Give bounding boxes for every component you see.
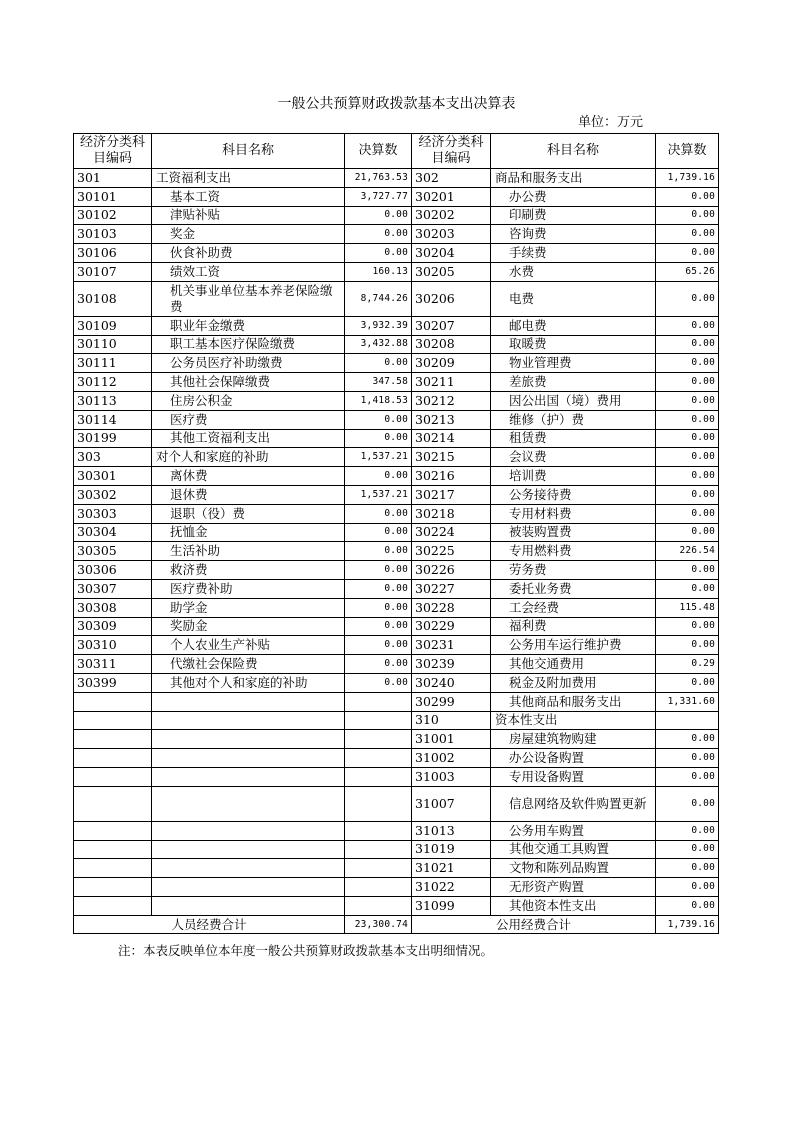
footnote: 注：本表反映单位本年度一般公共预算财政拨款基本支出明细情况。	[118, 943, 494, 958]
right-name-cell: 会议费	[491, 448, 656, 467]
right-name-cell: 办公费	[491, 187, 656, 206]
left-amount-cell	[345, 692, 412, 711]
left-code-cell	[74, 859, 152, 878]
right-amount-cell: 0.00	[656, 335, 719, 354]
table-row	[74, 655, 719, 674]
public-total-amount: 1,739.16	[656, 915, 719, 934]
right-name-cell: 维修（护）费	[491, 410, 656, 429]
table-row	[74, 391, 719, 410]
left-amount-cell: 3,727.77	[345, 187, 412, 206]
left-amount-cell	[345, 878, 412, 897]
right-amount-cell: 0.00	[656, 206, 719, 225]
right-code-cell: 30228	[412, 598, 491, 617]
left-amount-cell: 0.00	[345, 467, 412, 486]
table-row	[74, 448, 719, 467]
right-name-cell: 其他交通工具购置	[491, 840, 656, 859]
right-code-cell: 31021	[412, 859, 491, 878]
left-amount-cell: 0.00	[345, 244, 412, 263]
left-code-cell: 30108	[74, 281, 152, 316]
table-row	[74, 485, 719, 504]
right-amount-cell: 0.00	[656, 316, 719, 335]
right-amount-cell: 0.00	[656, 617, 719, 636]
right-name-cell: 信息网络及软件购置更新	[491, 786, 656, 821]
left-name-cell: 住房公积金	[152, 391, 345, 410]
right-amount-cell: 0.00	[656, 244, 719, 263]
left-code-cell: 30113	[74, 391, 152, 410]
right-code-cell: 30213	[412, 410, 491, 429]
right-code-cell: 30212	[412, 391, 491, 410]
table-row	[74, 617, 719, 636]
table-row	[74, 673, 719, 692]
left-amount-cell: 1,537.21	[345, 448, 412, 467]
left-code-cell	[74, 749, 152, 768]
right-name-cell: 电费	[491, 281, 656, 316]
right-amount-cell: 0.00	[656, 467, 719, 486]
right-name-cell: 房屋建筑物购建	[491, 730, 656, 749]
left-name-cell: 生活补助	[152, 542, 345, 561]
left-code-cell: 30307	[74, 579, 152, 598]
right-code-cell: 30239	[412, 655, 491, 674]
right-amount-cell: 0.00	[656, 448, 719, 467]
personnel-total-label: 人员经费合计	[74, 915, 345, 934]
table-row	[74, 561, 719, 580]
left-name-cell: 抚恤金	[152, 523, 345, 542]
right-name-cell: 邮电费	[491, 316, 656, 335]
left-amount-cell	[345, 730, 412, 749]
table-row	[74, 429, 719, 448]
left-amount-cell	[345, 749, 412, 768]
right-code-cell: 30205	[412, 262, 491, 281]
left-amount-cell: 0.00	[345, 655, 412, 674]
right-amount-cell: 0.00	[656, 730, 719, 749]
right-code-cell: 30227	[412, 579, 491, 598]
right-name-cell: 差旅费	[491, 373, 656, 392]
table-row	[74, 467, 719, 486]
right-name-cell: 专用材料费	[491, 504, 656, 523]
right-amount-cell: 0.00	[656, 187, 719, 206]
right-code-cell: 30207	[412, 316, 491, 335]
left-code-cell	[74, 730, 152, 749]
left-name-cell: 伙食补助费	[152, 244, 345, 263]
right-amount-cell: 0.00	[656, 410, 719, 429]
right-amount-cell: 0.00	[656, 281, 719, 316]
right-name-cell: 无形资产购置	[491, 878, 656, 897]
right-code-cell: 31019	[412, 840, 491, 859]
table-row	[74, 636, 719, 655]
left-name-cell	[152, 840, 345, 859]
left-code-cell: 30111	[74, 354, 152, 373]
header-amount: 决算数	[656, 134, 719, 169]
left-code-cell: 30301	[74, 467, 152, 486]
left-name-cell	[152, 749, 345, 768]
left-code-cell	[74, 878, 152, 897]
left-amount-cell: 0.00	[345, 429, 412, 448]
left-code-cell	[74, 840, 152, 859]
table-row	[74, 840, 719, 859]
right-name-cell: 公务用车运行维护费	[491, 636, 656, 655]
right-amount-cell: 1,331.60	[656, 692, 719, 711]
left-name-cell: 对个人和家庭的补助	[152, 448, 345, 467]
table-row	[74, 244, 719, 263]
left-amount-cell	[345, 896, 412, 915]
table-row	[74, 206, 719, 225]
left-amount-cell: 0.00	[345, 225, 412, 244]
right-code-cell: 30209	[412, 354, 491, 373]
right-amount-cell: 0.00	[656, 373, 719, 392]
public-total-label: 公用经费合计	[412, 915, 656, 934]
right-amount-cell: 0.00	[656, 354, 719, 373]
left-amount-cell: 0.00	[345, 354, 412, 373]
right-code-cell: 31002	[412, 749, 491, 768]
left-name-cell	[152, 896, 345, 915]
right-code-cell: 30229	[412, 617, 491, 636]
table-row	[74, 187, 719, 206]
right-name-cell: 因公出国（境）费用	[491, 391, 656, 410]
left-name-cell: 基本工资	[152, 187, 345, 206]
header-name: 科目名称	[491, 134, 656, 169]
right-name-cell: 手续费	[491, 244, 656, 263]
left-name-cell: 津贴补贴	[152, 206, 345, 225]
table-row	[74, 410, 719, 429]
right-code-cell: 31001	[412, 730, 491, 749]
table-row	[74, 767, 719, 786]
right-amount-cell: 65.26	[656, 262, 719, 281]
left-code-cell: 30303	[74, 504, 152, 523]
left-code-cell: 30110	[74, 335, 152, 354]
left-code-cell: 30306	[74, 561, 152, 580]
left-amount-cell: 0.00	[345, 504, 412, 523]
right-code-cell: 30231	[412, 636, 491, 655]
table-row	[74, 598, 719, 617]
left-name-cell: 其他对个人和家庭的补助	[152, 673, 345, 692]
right-amount-cell: 0.00	[656, 225, 719, 244]
left-amount-cell: 1,537.21	[345, 485, 412, 504]
left-code-cell	[74, 786, 152, 821]
right-code-cell: 30202	[412, 206, 491, 225]
right-name-cell: 工会经费	[491, 598, 656, 617]
right-amount-cell: 0.00	[656, 896, 719, 915]
table-row	[74, 262, 719, 281]
page-title: 一般公共预算财政拨款基本支出决算表	[277, 96, 516, 112]
totals-row	[74, 915, 719, 934]
right-name-cell: 专用燃料费	[491, 542, 656, 561]
table-row	[74, 225, 719, 244]
table-row	[74, 504, 719, 523]
right-amount-cell: 0.00	[656, 859, 719, 878]
table-row	[74, 711, 719, 730]
left-code-cell: 301	[74, 169, 152, 188]
left-amount-cell: 347.58	[345, 373, 412, 392]
table-row	[74, 354, 719, 373]
table-row	[74, 786, 719, 821]
left-amount-cell: 160.13	[345, 262, 412, 281]
left-amount-cell: 0.00	[345, 636, 412, 655]
left-code-cell: 30302	[74, 485, 152, 504]
right-code-cell: 30226	[412, 561, 491, 580]
left-name-cell	[152, 821, 345, 840]
header-code: 经济分类科目编码	[74, 134, 152, 169]
table-row	[74, 821, 719, 840]
right-amount-cell: 0.00	[656, 636, 719, 655]
left-name-cell: 离休费	[152, 467, 345, 486]
left-amount-cell: 8,744.26	[345, 281, 412, 316]
right-code-cell: 30208	[412, 335, 491, 354]
table-row	[74, 281, 719, 316]
right-amount-cell: 0.00	[656, 504, 719, 523]
left-code-cell: 30304	[74, 523, 152, 542]
right-amount-cell: 0.00	[656, 579, 719, 598]
right-name-cell: 培训费	[491, 467, 656, 486]
left-code-cell: 30309	[74, 617, 152, 636]
right-code-cell: 31022	[412, 878, 491, 897]
left-name-cell: 代缴社会保险费	[152, 655, 345, 674]
table-row	[74, 878, 719, 897]
right-amount-cell: 0.00	[656, 878, 719, 897]
left-amount-cell: 0.00	[345, 673, 412, 692]
left-amount-cell	[345, 711, 412, 730]
left-amount-cell: 21,763.53	[345, 169, 412, 188]
left-amount-cell	[345, 786, 412, 821]
left-amount-cell: 0.00	[345, 579, 412, 598]
right-code-cell: 30216	[412, 467, 491, 486]
right-name-cell: 专用设备购置	[491, 767, 656, 786]
left-code-cell	[74, 896, 152, 915]
left-name-cell: 工资福利支出	[152, 169, 345, 188]
left-code-cell: 30399	[74, 673, 152, 692]
left-amount-cell: 0.00	[345, 542, 412, 561]
left-amount-cell: 1,418.53	[345, 391, 412, 410]
left-name-cell	[152, 730, 345, 749]
table-row	[74, 335, 719, 354]
right-name-cell: 税金及附加费用	[491, 673, 656, 692]
left-name-cell	[152, 767, 345, 786]
right-code-cell: 30204	[412, 244, 491, 263]
left-name-cell: 职业年金缴费	[152, 316, 345, 335]
right-amount-cell: 0.00	[656, 821, 719, 840]
right-code-cell: 30215	[412, 448, 491, 467]
right-code-cell: 30217	[412, 485, 491, 504]
left-code-cell: 303	[74, 448, 152, 467]
right-code-cell: 310	[412, 711, 491, 730]
left-name-cell	[152, 859, 345, 878]
right-code-cell: 302	[412, 169, 491, 188]
right-code-cell: 31013	[412, 821, 491, 840]
right-amount-cell: 0.00	[656, 749, 719, 768]
right-amount-cell: 1,739.16	[656, 169, 719, 188]
header-code: 经济分类科目编码	[412, 134, 491, 169]
left-code-cell	[74, 821, 152, 840]
table-header-row	[74, 134, 719, 169]
left-amount-cell: 0.00	[345, 523, 412, 542]
left-amount-cell: 0.00	[345, 617, 412, 636]
left-name-cell: 医疗费补助	[152, 579, 345, 598]
right-amount-cell: 0.00	[656, 673, 719, 692]
left-name-cell: 退休费	[152, 485, 345, 504]
left-name-cell: 救济费	[152, 561, 345, 580]
right-name-cell: 委托业务费	[491, 579, 656, 598]
right-name-cell: 办公设备购置	[491, 749, 656, 768]
right-code-cell: 30240	[412, 673, 491, 692]
right-amount-cell	[656, 711, 719, 730]
left-name-cell	[152, 878, 345, 897]
left-code-cell: 30102	[74, 206, 152, 225]
table-row	[74, 542, 719, 561]
left-name-cell: 个人农业生产补贴	[152, 636, 345, 655]
table-row	[74, 896, 719, 915]
right-name-cell: 水费	[491, 262, 656, 281]
table-row	[74, 730, 719, 749]
left-code-cell: 30305	[74, 542, 152, 561]
right-amount-cell: 226.54	[656, 542, 719, 561]
left-code-cell: 30112	[74, 373, 152, 392]
left-code-cell: 30310	[74, 636, 152, 655]
right-name-cell: 商品和服务支出	[491, 169, 656, 188]
right-amount-cell: 0.00	[656, 391, 719, 410]
right-amount-cell: 0.00	[656, 485, 719, 504]
right-amount-cell: 0.00	[656, 786, 719, 821]
left-code-cell: 30114	[74, 410, 152, 429]
right-name-cell: 其他资本性支出	[491, 896, 656, 915]
table-body	[74, 134, 719, 916]
left-amount-cell: 0.00	[345, 206, 412, 225]
right-code-cell: 31003	[412, 767, 491, 786]
right-code-cell: 30211	[412, 373, 491, 392]
personnel-total-amount: 23,300.74	[345, 915, 412, 934]
right-amount-cell: 0.00	[656, 523, 719, 542]
budget-table	[73, 133, 719, 934]
left-name-cell: 公务员医疗补助缴费	[152, 354, 345, 373]
right-amount-cell: 0.29	[656, 655, 719, 674]
left-name-cell: 助学金	[152, 598, 345, 617]
right-code-cell: 30218	[412, 504, 491, 523]
header-name: 科目名称	[152, 134, 345, 169]
left-name-cell: 机关事业单位基本养老保险缴费	[152, 281, 345, 316]
right-code-cell: 30203	[412, 225, 491, 244]
right-name-cell: 咨询费	[491, 225, 656, 244]
left-code-cell: 30101	[74, 187, 152, 206]
left-code-cell: 30106	[74, 244, 152, 263]
left-amount-cell: 0.00	[345, 561, 412, 580]
right-name-cell: 租赁费	[491, 429, 656, 448]
left-amount-cell	[345, 767, 412, 786]
left-code-cell: 30308	[74, 598, 152, 617]
right-name-cell: 福利费	[491, 617, 656, 636]
header-amount: 决算数	[345, 134, 412, 169]
table-row	[74, 692, 719, 711]
left-name-cell	[152, 711, 345, 730]
left-code-cell: 30311	[74, 655, 152, 674]
table-row	[74, 859, 719, 878]
right-code-cell: 30224	[412, 523, 491, 542]
right-name-cell: 被装购置费	[491, 523, 656, 542]
left-amount-cell	[345, 821, 412, 840]
right-amount-cell: 0.00	[656, 561, 719, 580]
right-code-cell: 30225	[412, 542, 491, 561]
right-code-cell: 30214	[412, 429, 491, 448]
left-name-cell: 其他工资福利支出	[152, 429, 345, 448]
right-amount-cell: 0.00	[656, 840, 719, 859]
right-name-cell: 公务接待费	[491, 485, 656, 504]
left-name-cell: 医疗费	[152, 410, 345, 429]
table-row	[74, 373, 719, 392]
table-row	[74, 316, 719, 335]
left-name-cell: 其他社会保障缴费	[152, 373, 345, 392]
left-code-cell: 30199	[74, 429, 152, 448]
left-name-cell: 绩效工资	[152, 262, 345, 281]
right-amount-cell: 0.00	[656, 429, 719, 448]
right-name-cell: 资本性支出	[491, 711, 656, 730]
right-code-cell: 30206	[412, 281, 491, 316]
right-amount-cell: 115.48	[656, 598, 719, 617]
left-code-cell	[74, 767, 152, 786]
left-amount-cell	[345, 840, 412, 859]
left-code-cell: 30107	[74, 262, 152, 281]
table-row	[74, 169, 719, 188]
left-amount-cell: 3,432.88	[345, 335, 412, 354]
left-amount-cell: 3,932.39	[345, 316, 412, 335]
table-row	[74, 523, 719, 542]
right-name-cell: 其他商品和服务支出	[491, 692, 656, 711]
right-name-cell: 取暖费	[491, 335, 656, 354]
right-code-cell: 30201	[412, 187, 491, 206]
left-code-cell: 30103	[74, 225, 152, 244]
right-amount-cell: 0.00	[656, 767, 719, 786]
left-code-cell: 30109	[74, 316, 152, 335]
table-row	[74, 579, 719, 598]
left-amount-cell	[345, 859, 412, 878]
left-name-cell: 退职（役）费	[152, 504, 345, 523]
left-name-cell: 奖金	[152, 225, 345, 244]
left-amount-cell: 0.00	[345, 598, 412, 617]
right-name-cell: 其他交通费用	[491, 655, 656, 674]
left-amount-cell: 0.00	[345, 410, 412, 429]
left-name-cell: 奖励金	[152, 617, 345, 636]
right-code-cell: 30299	[412, 692, 491, 711]
left-name-cell: 职工基本医疗保险缴费	[152, 335, 345, 354]
right-name-cell: 文物和陈列品购置	[491, 859, 656, 878]
unit-label: 单位：万元	[578, 115, 644, 130]
right-code-cell: 31099	[412, 896, 491, 915]
left-code-cell	[74, 692, 152, 711]
right-name-cell: 劳务费	[491, 561, 656, 580]
right-code-cell: 31007	[412, 786, 491, 821]
right-name-cell: 物业管理费	[491, 354, 656, 373]
table-row	[74, 749, 719, 768]
right-name-cell: 公务用车购置	[491, 821, 656, 840]
left-code-cell	[74, 711, 152, 730]
right-name-cell: 印刷费	[491, 206, 656, 225]
left-name-cell	[152, 786, 345, 821]
left-name-cell	[152, 692, 345, 711]
